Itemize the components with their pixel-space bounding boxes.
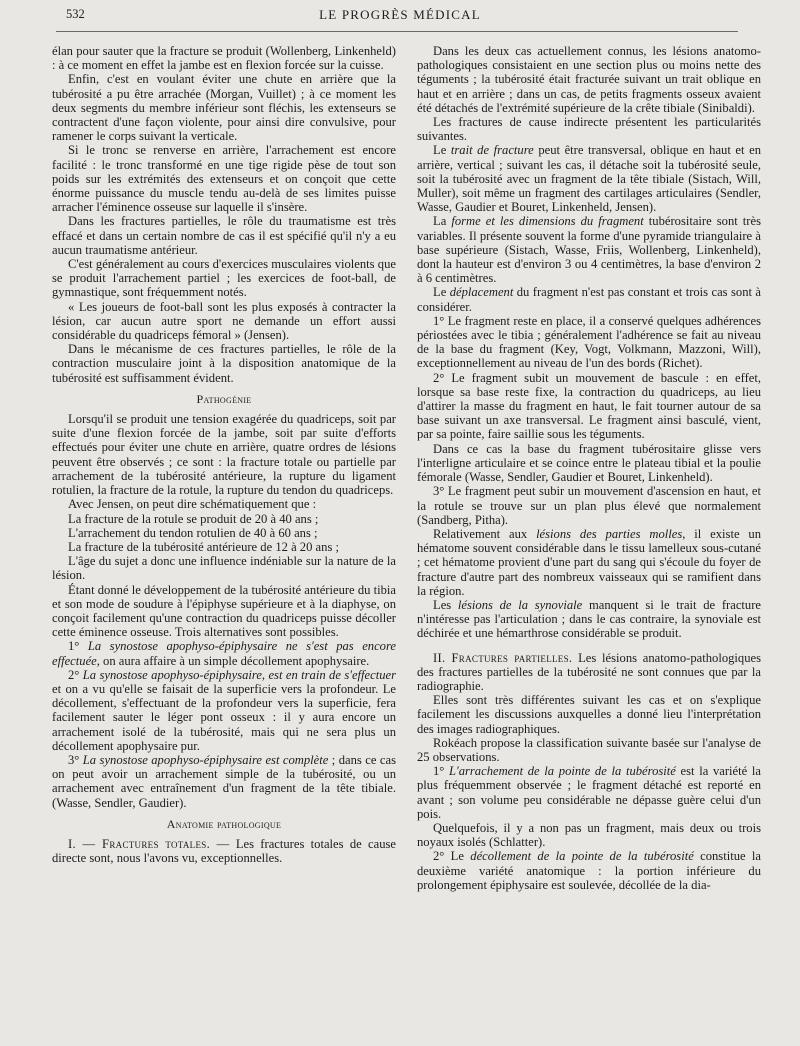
list-item: La fracture de la tubérosité antérieure de 12 à 20 ans ; xyxy=(68,539,339,554)
text-run: Relativement aux xyxy=(433,526,537,541)
alt-text: on aura affaire à un simple décollement apophysaire. xyxy=(99,653,370,668)
alt-italic: La synostose apophyso-épiphysaire est complète xyxy=(82,752,329,767)
alt-number: 1° xyxy=(68,639,80,654)
italic-term: forme et les dimensions du fragment xyxy=(451,214,644,229)
italic-term: lésions des parties molles, xyxy=(536,526,686,541)
subsection-lead: I. — Fractures totales. — xyxy=(68,836,230,851)
text-run: il existe un hématome souvent considérable dans le tissu lamelleux sous-cutané ; cet hématome provient d'une part du sang qui s'écoule du foyer de fracture d'autre part des nombreux vaisseaux qui se ramifient dans la région. xyxy=(417,526,761,598)
text-run: est la variété la plus fréquemment observée ; le fragment détaché est reporté en avant ; son volume peu considérable ne dépasse guère celui d'un pois. xyxy=(417,764,762,821)
text-run: manquent si le trait de fracture n'intéresse pas l'articulation ; dans le cas contraire, la synoviale est déchirée et une hémarthrose considérable se produit. xyxy=(417,597,761,641)
paragraph: élan pour sauter que la fracture se produit (Wollenberg, Linkenheld) : à ce moment en effet la jambe est en flexion forcée sur la cuisse. xyxy=(52,44,396,73)
text-run: La xyxy=(433,214,452,229)
paragraph: Dans le mécanisme de ces fractures partielles, le rôle de la contraction musculaire joint à la disposition anatomique de la tubérosité est suffisamment évident. xyxy=(52,342,396,385)
alt-italic: La synostose apophyso-épiphysaire ne s'est pas encore effectuée, xyxy=(52,639,396,668)
paragraph xyxy=(417,527,761,598)
paragraph xyxy=(417,143,761,214)
paragraph xyxy=(417,214,761,285)
text-run: peut être transversal, oblique en haut et en arrière, vertical ; suivant les cas, il détache soit la tubérosité seule, soit la tubérosité avec un fragment de la tête tibiale (Sistach, Will, Muller), soit même un fragment des cartilages articulaires (Sendler, Wasse, Gaudier et Bouret, Linkenheld, Jensen). xyxy=(417,143,761,215)
alt-italic: La synostose apophyso-épiphysaire, est en train de s'effectuer xyxy=(82,667,397,682)
paragraph: Quelquefois, il y a non pas un fragment, mais deux ou trois noyaux isolés (Schlatter). xyxy=(417,820,761,850)
paragraph: Étant donné le développement de la tubérosité antérieure du tibia et son mode de soudure à l'épiphyse supérieure et à la diaphyse, on conçoit facilement qu'une contraction du quadriceps puisse décoller cette éminence osseuse. Trois alternatives sont possibles. xyxy=(52,582,396,640)
paragraph xyxy=(417,598,761,641)
paragraph: « Les joueurs de foot-ball sont les plus exposés à contracter la lésion, car aucun autre sport ne demande un effort aussi considérable du quadriceps fémoral » (Jensen). xyxy=(52,299,396,343)
alternative-1 xyxy=(52,639,396,667)
text-run: Le xyxy=(433,143,451,158)
text-run: constitue la deuxième variété anatomique : la portion inférieure du prolongement épiphysaire est soulevée, décollée de la dia- xyxy=(417,849,761,892)
page-number: 532 xyxy=(66,7,85,21)
paragraph: Enfin, c'est en voulant éviter une chute en arrière que la tubérosité a pu être arrachée (Morgan, Vuillet) ; à ce moment les deux segments du membre inférieur sont fléchis, les extenseurs se contractent d'une façon violente, pour ainsi dire convulsive, pour ramener le corps suivant la verticale. xyxy=(52,72,396,144)
section-heading-pathogenie: Pathogénie xyxy=(196,391,252,406)
header-rule xyxy=(56,31,738,32)
italic-term: L'arrachement de la pointe de la tubérosité xyxy=(449,764,676,779)
alternative-2 xyxy=(52,668,396,753)
alt-number: 2° xyxy=(68,667,80,682)
text-run: Le xyxy=(433,285,450,300)
right-column xyxy=(417,44,761,892)
paragraph: Elles sont très différentes suivant les cas et on s'explique facilement les discussions auxquelles a donné lieu l'interprétation des images radiographiques. xyxy=(417,693,761,736)
left-column xyxy=(52,44,396,865)
alt-text: et on a vu qu'elle se faisait de la superficie vers la profondeur. Le décollement, s'effectuant de la profondeur vers la superficie, fera facilement sauter le léger pont osseux : il y aura encore un arrachement isolé de la tubérosité, mais qui ne sera plus un décollement apophysaire pur. xyxy=(52,681,396,753)
paragraph: 3° Le fragment peut subir un mouvement d'ascension en haut, et la rotule se trouve sur un plan plus élevé que normalement (Sandberg, Pitha). xyxy=(417,484,761,527)
text-run: 1° xyxy=(433,764,450,779)
list-item: L'arrachement du tendon rotulien de 40 à 60 ans ; xyxy=(68,525,318,540)
paragraph-text: Les lésions anatomo-pathologiques des fractures partielles de la tubérosité ne sont connues que par la radiographie. xyxy=(417,650,761,693)
paragraph: C'est généralement au cours d'exercices musculaires violents que se produit l'arrachement partiel ; les exercices de foot-ball, de gymnastique, sont fréquemment notés. xyxy=(52,257,396,300)
paragraph: Dans ce cas la base du fragment tubérositaire glisse vers l'interligne articulaire et se coince entre le plateau tibial et la poulie fémorale (Wasse, Sendler, Gaudier et Bouret, Linkenheld). xyxy=(417,441,761,485)
paragraph: Avec Jensen, on peut dire schématiquement que : xyxy=(68,497,317,512)
paragraph xyxy=(417,764,761,821)
paragraph xyxy=(417,285,761,313)
text-run: du fragment n'est pas constant et trois cas sont à considérer. xyxy=(417,285,761,314)
paragraph: Les fractures de cause indirecte présentent les particularités suivantes. xyxy=(417,115,761,144)
italic-term: décollement de la pointe de la tubérosité xyxy=(470,849,694,864)
list-item: La fracture de la rotule se produit de 20 à 40 ans ; xyxy=(68,511,319,526)
running-title: LE PROGRÈS MÉDICAL xyxy=(319,7,481,22)
paragraph: 1° Le fragment reste en place, il a conservé quelques adhérences périostées avec le tibia ; généralement l'adhérence se fait au niveau de la base du fragment (Key, Vogt, Volkmann, Mazzoni, Will), exceptionnellement au niveau de l'un des bords (Richet). xyxy=(417,313,761,371)
paragraph: Lorsqu'il se produit une tension exagérée du quadriceps, soit par suite d'une flexion forcée de la jambe, soit par suite d'efforts effectués pour éviter une chute en arrière, quatre ordres de lésions peuvent être observés ; ce sont : la fracture totale ou partielle par arrachement de la tubérosité antérieure, la rupture du ligament rotulien, la fracture de la rotule, la rupture du tendon du quadriceps. xyxy=(52,412,396,498)
italic-term: trait de fracture xyxy=(450,143,534,158)
alt-number: 3° xyxy=(68,752,80,767)
paragraph-text: Les fractures totales de cause directe sont, nous l'avons vu, exceptionnelles. xyxy=(52,836,396,866)
paragraph: Si le tronc se renverse en arrière, l'arrachement est encore facilité : le tronc transformé en une tige rigide pèse de tout son poids sur les extrémités des extenseurs et on conçoit que cette énorme puissance du muscle tendu au-delà de ses limites puisse arracher l'éminence osseuse sur laquelle il s'insère. xyxy=(52,143,396,215)
paragraph: Rokéach propose la classification suivante basée sur l'analyse de 25 observations. xyxy=(417,735,761,764)
italic-term: déplacement xyxy=(449,285,514,300)
text-run: Les xyxy=(433,597,458,612)
alternative-3 xyxy=(52,753,396,810)
page-header xyxy=(0,7,800,27)
text-run: tubérositaire sont très variables. Il présente souvent la forme d'une pyramide triangulaire à base supérieure (Sistach, Wasse, Friis, Wollenberg, Linkenheld), dont la hauteur est d'environ 3 ou 4 centimètres, la base d'environ 2 à 6 centimètres. xyxy=(417,214,761,286)
alt-text: ; dans ce cas on peut avoir un arrachement simple de la tubérosité, ou un arrachement avec entraînement d'un fragment de la tête tibiale. (Wasse, Sendler, Gaudier). xyxy=(52,752,396,810)
paragraph xyxy=(417,849,761,892)
list-item: L'âge du sujet a donc une influence indéniable sur la nature de la lésion. xyxy=(52,554,396,583)
paragraph: 2° Le fragment subit un mouvement de bascule : en effet, lorsque sa base reste fixe, la contraction du quadriceps, au lieu d'attirer la masse du fragment en haut, le fait tourner autour de sa base suivant un axe transversal. Le fragment ainsi basculé, vient, par sa pointe, faire saillie sous les téguments. xyxy=(417,370,761,442)
paragraph xyxy=(52,837,396,865)
subsection-lead: II. Fractures partielles. xyxy=(433,650,573,665)
paragraph xyxy=(417,651,761,694)
section-heading-anatomie: Anatomie pathologique xyxy=(166,816,282,831)
paragraph: Dans les fractures partielles, le rôle du traumatisme est très effacé et dans un certain nombre de cas il est spécifié qu'il n'y a eu aucun traumatisme antérieur. xyxy=(52,214,396,257)
paragraph: Dans les deux cas actuellement connus, les lésions anatomo-pathologiques consistaient en une section plus ou moins nette des téguments ; la tubérosité était fracturée suivant un trait oblique en haut et en arrière ; dans un cas, de petits fragments osseux avaient été détachés de l'extrémité supérieure de la crête tibiale (Sinibaldi). xyxy=(417,44,761,115)
text-run: 2° Le xyxy=(433,849,471,864)
italic-term: lésions de la synoviale xyxy=(457,597,583,612)
